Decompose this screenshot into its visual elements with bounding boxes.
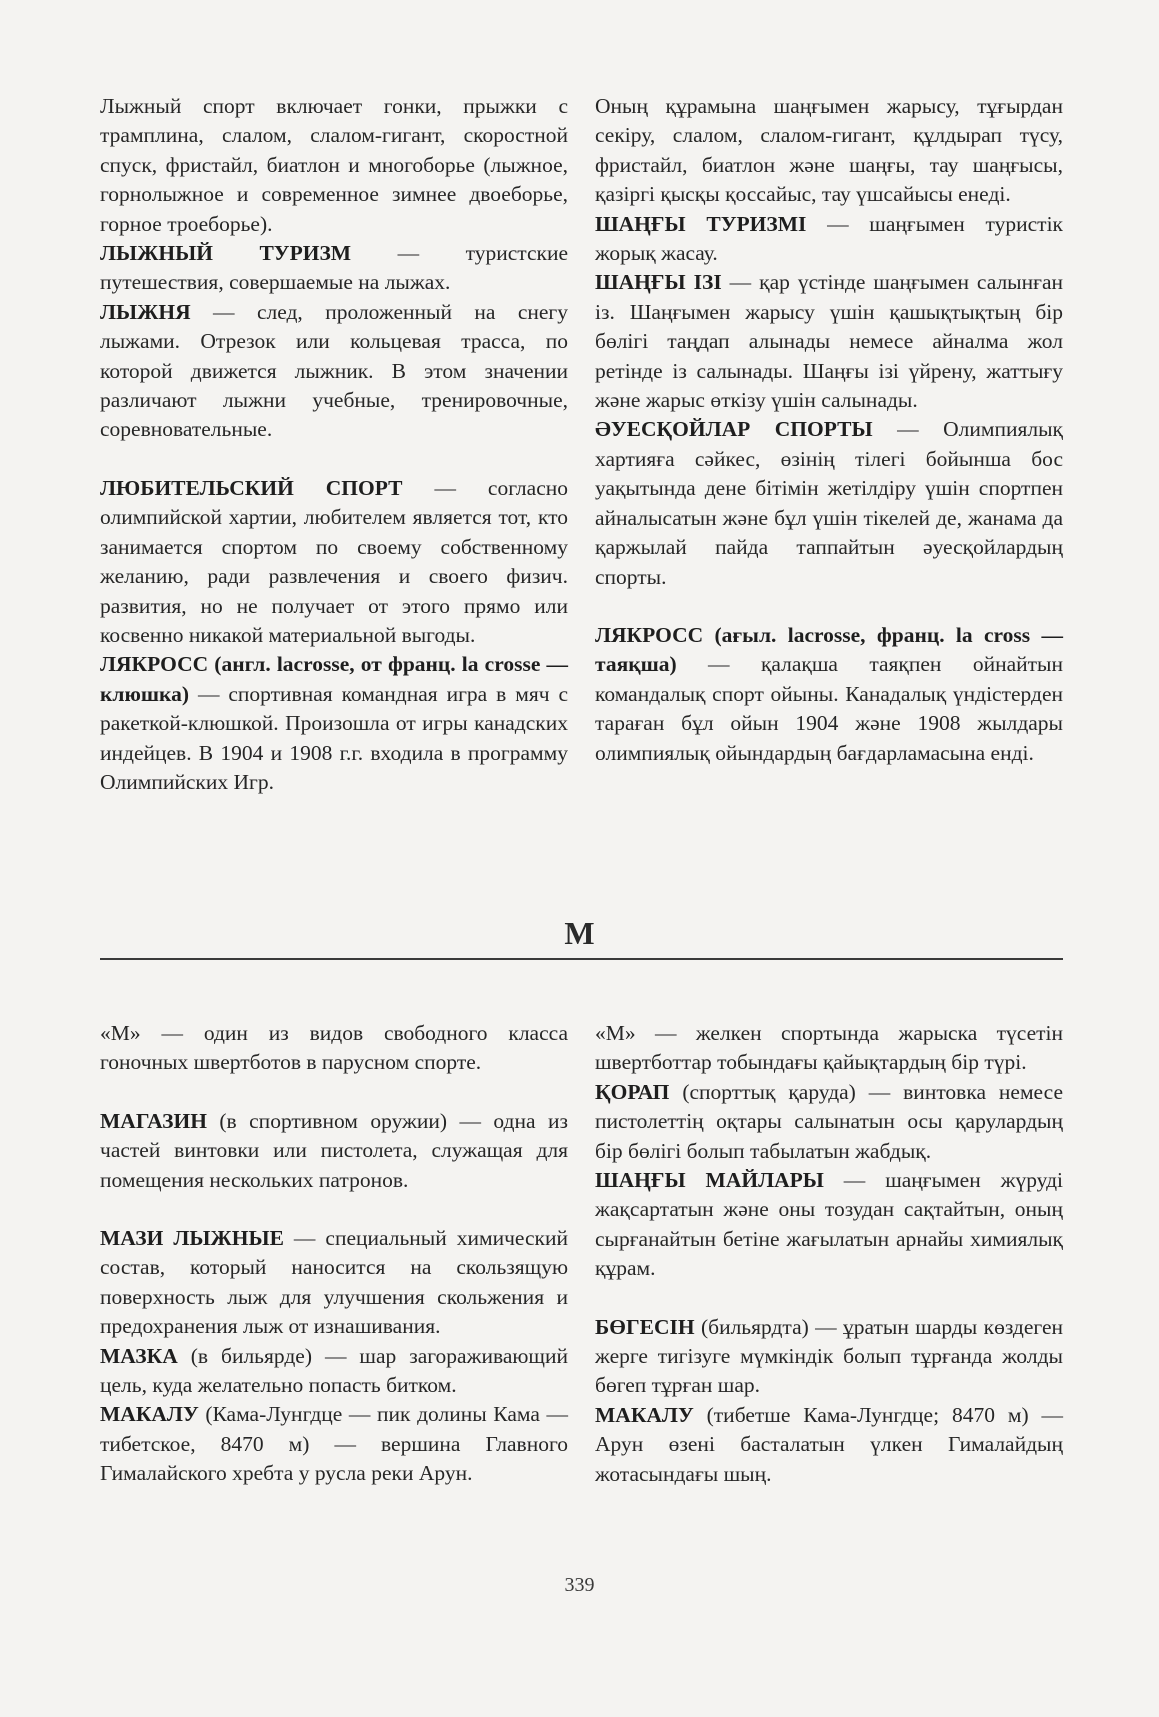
entry-term: МАЗКА — [100, 1343, 178, 1368]
entry-text: (спорттық қаруда) — винтовка немесе пистолеттің оқтары салынатын осы қарулардың бір бөлігі болып табылатын жабдық. — [595, 1079, 1063, 1163]
entry-text: — шаңғымен туристік жорық жасау. — [595, 211, 1064, 266]
entry-skiing-intro-kk — [595, 92, 1063, 210]
entry-text: Лыжный спорт включает гонки, прыжки с трамплина, слалом, слалом-гигант, скоростной спуск, фристайл, биатлон и многоборье (лыжное, горнолыжное и современное зимнее двоеборье, горное троеборье). — [100, 94, 568, 236]
entry-text: — согласно олимпийской хартии, любителем является тот, кто занимается спортом по своему собственному желанию, ради развлечения и своего физич. развития, но не получает от этого прямо или косвенно никакой материальной выгоды. — [100, 475, 568, 647]
entry-text: — спортивная командная игра в мяч с ракеткой-клюшкой. Произошла от игры канадских индейцев. В 1904 и 1908 г.г. входила в программу Олимпийских Игр. — [100, 681, 568, 794]
entry-term: МАКАЛУ — [595, 1402, 694, 1427]
entry-text: Оның құрамына шаңғымен жарысу, тұғырдан секіру, слалом, слалом-гигант, құлдырап түсу, фристайл, биатлон және шаңғы, тау шаңғысы, қазіргі қысқы қоссайыс, тау үшсайысы енеді. — [595, 94, 1063, 207]
entry-text: — Олимпиялық хартияға сәйкес, өзінің тілегі бойынша бос уақытында дене бітімін жетілдіру үшін спортпен айналысатын және бұл үшін тікелей де, жанама да қаржылай пайда таппайтын әуесқойлардың спорты. — [595, 417, 1063, 589]
entry-term: ЛЫЖНЫЙ ТУРИЗМ — [100, 241, 352, 266]
entry-lacrosse-kk — [595, 621, 1063, 768]
entry-text: — след, проложенный на снегу лыжами. Отрезок или кольцевая трасса, по которой движется лыжник. В этом значении различают лыжни учебные, тренировочные, соревновательные. — [100, 299, 568, 442]
entry-term: ЛЫЖНЯ — [100, 299, 191, 324]
entry-text: (в бильярде) — шар загораживающий цель, куда желательно попасть битком. — [100, 1343, 568, 1398]
entry-term: БӨГЕСІН — [595, 1314, 695, 1339]
entry-magazine — [100, 1107, 568, 1195]
entry-term: МАГАЗИН — [100, 1108, 207, 1133]
entry-text: (тибетше Кама-Лунгдце; 8470 м) — Арун өзені басталатын үлкен Гималайдың жотасындағы шың. — [595, 1402, 1063, 1486]
entry-text: — туристские путешествия, совершаемые на лыжах. — [100, 241, 568, 295]
entry-ski-track-kk — [595, 268, 1063, 415]
entry-text: (бильярдта) — ұратын шарды көздеген жерге тигізуге мүмкіндік болып тұрғанда жолды бөгеп тұрған шар. — [595, 1314, 1063, 1398]
entry-mazka-kk — [595, 1313, 1063, 1401]
entry-text: (Кама-Лунгдце — пик долины Кама — тибетское, 8470 м) — вершина Главного Гималайского хребта у русла реки Арун. — [100, 1402, 568, 1486]
entry-term: МАКАЛУ — [100, 1402, 199, 1427]
entry-text: «М» — один из видов свободного класса гоночных швертботов в парусном спорте. — [100, 1021, 568, 1075]
entry-term: ӘУЕСҚОЙЛАР СПОРТЫ — [595, 417, 873, 442]
entry-ski-wax-kk — [595, 1166, 1063, 1284]
entry-text: — шаңғымен жүруді жақсартатын және оны тозудан сақтайтын, оның сырғанайтын бетіне жағылатын арнайы химиялық құрам. — [595, 1168, 1063, 1281]
entry-term: ЛЯКРОСС (ағыл. lacrosse, франц. la cross — таяқша) — [595, 622, 1063, 677]
top-left-column — [100, 92, 568, 797]
entry-text: — қар үстінде шаңғымен салынған із. Шаңғымен жарысу үшін қашықтықтың бір бөлігі таңдап алынады немесе айналма жол ретінде із салынады. Шаңғы ізі үйрену, жаттығу және жарыс өткізу үшін салынады. — [595, 270, 1064, 413]
section-letter-heading: М — [564, 915, 595, 951]
entry-makalu-kk — [595, 1401, 1063, 1489]
entry-text: — қалақша таяқпен ойнайтын командалық спорт ойыны. Канадалық үндістерден тараған бұл ойын 1904 және 1908 жылдары олимпиялық ойындардың бағдарламасына енді. — [595, 652, 1063, 765]
top-right-column — [595, 92, 1063, 768]
entry-term: ШАҢҒЫ ТУРИЗМІ — [595, 211, 807, 236]
bottom-right-column — [595, 1019, 1063, 1489]
entry-text: — специальный химический состав, который наносится на скользящую поверхность лыж для улучшения скольжения и предохранения лыж от изнашивания. — [100, 1226, 568, 1339]
entry-mazka — [100, 1342, 568, 1401]
entry-ski-track — [100, 298, 568, 445]
entry-amateur-sport — [100, 474, 568, 650]
entry-text: (в спортивном оружии) — одна из частей винтовки или пистолета, служащая для помещения нескольких патронов. — [100, 1108, 568, 1192]
entry-ski-tourism-kk — [595, 210, 1063, 269]
entry-term: ЛЮБИТЕЛЬСКИЙ СПОРТ — [100, 475, 403, 500]
entry-term: ШАҢҒЫ МАЙЛАРЫ — [595, 1168, 824, 1193]
entry-term: ЛЯКРОСС (англ. lacrosse, от франц. la crosse — клюшка) — [100, 652, 568, 706]
entry-makalu — [100, 1400, 568, 1488]
section-divider — [100, 958, 1063, 960]
entry-ski-tourism — [100, 239, 568, 298]
page-number: 339 — [564, 1574, 595, 1596]
entry-term: ШАҢҒЫ ІЗІ — [595, 270, 722, 295]
entry-term: МАЗИ ЛЫЖНЫЕ — [100, 1226, 284, 1251]
entry-m-class-kk — [595, 1019, 1063, 1078]
entry-m-class — [100, 1019, 568, 1078]
entry-term: ҚОРАП — [595, 1079, 670, 1104]
entry-skiing-intro — [100, 92, 568, 239]
bottom-left-column — [100, 1019, 568, 1489]
entry-magazine-kk — [595, 1078, 1063, 1166]
entry-lacrosse — [100, 650, 568, 797]
entry-amateur-sport-kk — [595, 415, 1063, 591]
entry-text: «М» — желкен спортында жарыска түсетін швертботтар тобындағы қайықтардың бір түрі. — [595, 1021, 1063, 1075]
entry-ski-wax — [100, 1224, 568, 1342]
